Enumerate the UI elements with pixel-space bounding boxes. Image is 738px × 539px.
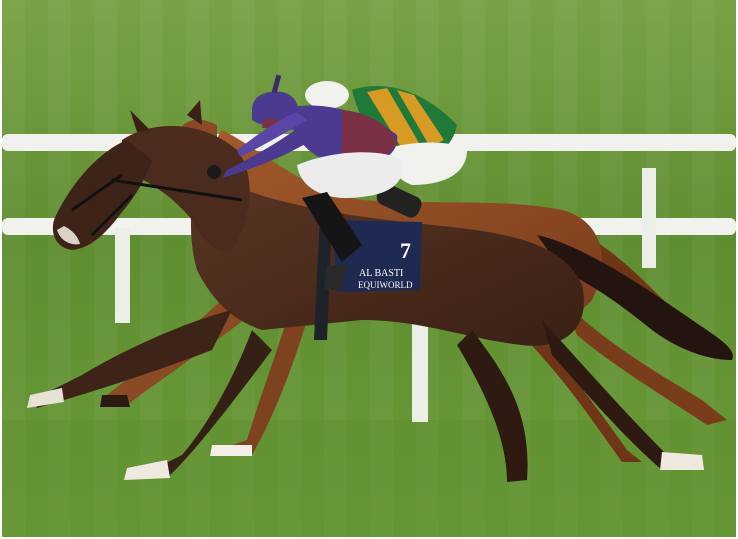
horse-race-photo: [2, 0, 736, 537]
saddle-sponsor-line2: EQUIWORLD: [358, 280, 413, 290]
race-scene: [2, 0, 736, 537]
saddle-number: 7: [400, 238, 411, 263]
saddle-sponsor-line1: AL BASTI: [359, 268, 404, 279]
